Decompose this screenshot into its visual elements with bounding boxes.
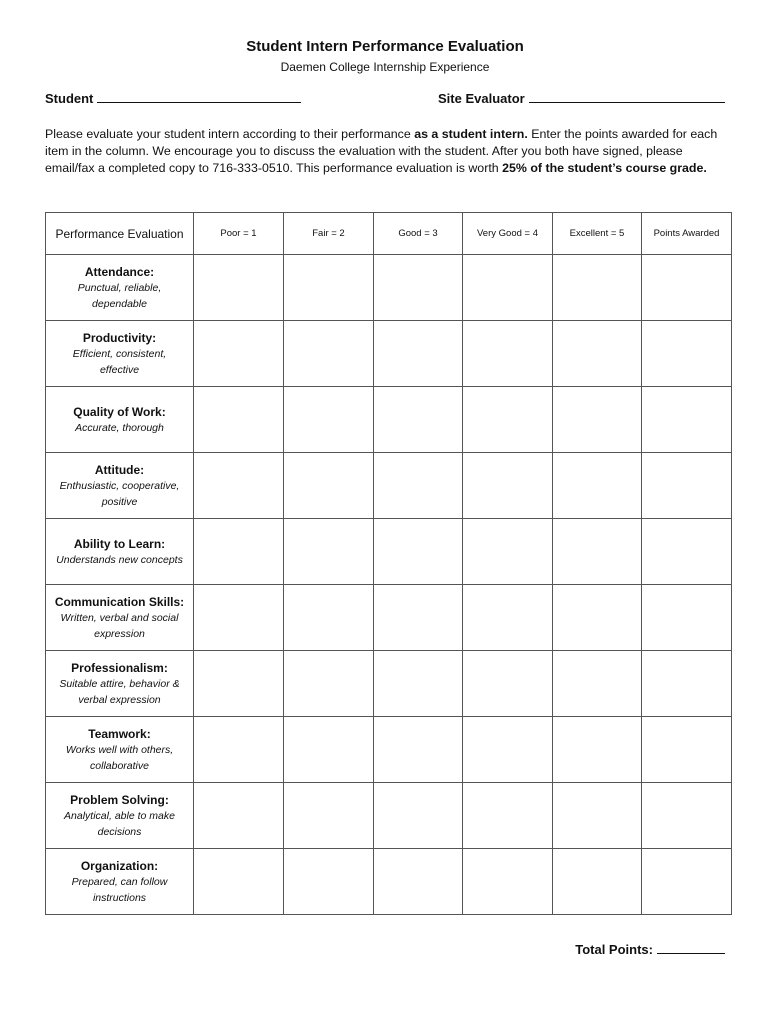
very-good-score-cell[interactable] <box>463 453 553 519</box>
criterion-cell <box>46 519 194 585</box>
good-score-cell[interactable] <box>374 519 463 585</box>
very-good-score-cell[interactable] <box>463 783 553 849</box>
poor-score-cell[interactable] <box>194 519 284 585</box>
table-row <box>46 783 732 849</box>
fair-score-cell[interactable] <box>284 321 374 387</box>
criterion-name: Teamwork: <box>88 726 151 741</box>
criterion-description: Prepared, can follow instructions <box>71 875 168 904</box>
points-awarded-score-cell[interactable] <box>642 255 732 321</box>
excellent-score-cell[interactable] <box>553 651 642 717</box>
excellent-score-cell[interactable] <box>553 321 642 387</box>
criterion-name: Productivity: <box>82 330 157 345</box>
criterion-cell <box>46 321 194 387</box>
criterion-description: Enthusiastic, cooperative, positive <box>59 479 180 508</box>
criterion-cell <box>46 387 194 453</box>
instructions-text-2: Enter the points awarded for each item in the column. We encourage you to discuss the evaluation with the student. After you both have signed, please email/fax a completed copy to 716-333-0510. This performance evaluation is worth <box>45 127 718 175</box>
table-row <box>46 321 732 387</box>
good-score-cell[interactable] <box>374 849 463 915</box>
total-points <box>575 941 725 957</box>
table-row <box>46 651 732 717</box>
instructions-text-1: Please evaluate your student intern according to their performance <box>45 127 415 141</box>
excellent-score-cell[interactable] <box>553 849 642 915</box>
points-awarded-score-cell[interactable] <box>642 717 732 783</box>
very-good-score-cell[interactable] <box>463 717 553 783</box>
criterion-name: Attitude: <box>94 462 145 477</box>
excellent-score-cell[interactable] <box>553 519 642 585</box>
form-title: Student Intern Performance Evaluation <box>246 38 524 55</box>
instructions-paragraph <box>45 126 731 177</box>
poor-score-cell[interactable] <box>194 585 284 651</box>
header-excellent: Excellent = 5 <box>553 213 642 255</box>
points-awarded-score-cell[interactable] <box>642 651 732 717</box>
table-row <box>46 387 732 453</box>
header-poor: Poor = 1 <box>194 213 284 255</box>
evaluation-table <box>45 212 732 915</box>
poor-score-cell[interactable] <box>194 717 284 783</box>
poor-score-cell[interactable] <box>194 321 284 387</box>
table-row <box>46 255 732 321</box>
criterion-cell <box>46 849 194 915</box>
header-performance-evaluation: Performance Evaluation <box>46 213 194 255</box>
criterion-name: Professionalism: <box>71 660 168 675</box>
site-evaluator-label: Site Evaluator <box>438 91 525 106</box>
very-good-score-cell[interactable] <box>463 321 553 387</box>
instructions-bold-1: as a student intern. <box>414 127 528 141</box>
form-subtitle: Daemen College Internship Experience <box>280 60 490 74</box>
site-evaluator-field <box>438 90 725 106</box>
table-header-row <box>46 213 732 255</box>
criterion-description: Analytical, able to make decisions <box>64 809 175 838</box>
total-points-line[interactable] <box>657 941 725 954</box>
good-score-cell[interactable] <box>374 453 463 519</box>
excellent-score-cell[interactable] <box>553 453 642 519</box>
poor-score-cell[interactable] <box>194 651 284 717</box>
fair-score-cell[interactable] <box>284 651 374 717</box>
instructions-bold-2: 25% of the student’s course grade. <box>502 161 707 175</box>
excellent-score-cell[interactable] <box>553 717 642 783</box>
excellent-score-cell[interactable] <box>553 387 642 453</box>
fair-score-cell[interactable] <box>284 519 374 585</box>
points-awarded-score-cell[interactable] <box>642 849 732 915</box>
good-score-cell[interactable] <box>374 717 463 783</box>
table-row <box>46 453 732 519</box>
poor-score-cell[interactable] <box>194 387 284 453</box>
good-score-cell[interactable] <box>374 783 463 849</box>
criterion-description: Punctual, reliable, dependable <box>77 281 162 310</box>
poor-score-cell[interactable] <box>194 255 284 321</box>
good-score-cell[interactable] <box>374 255 463 321</box>
table-row <box>46 849 732 915</box>
fair-score-cell[interactable] <box>284 717 374 783</box>
criterion-description: Written, verbal and social expression <box>60 611 179 640</box>
fair-score-cell[interactable] <box>284 585 374 651</box>
criterion-cell <box>46 255 194 321</box>
poor-score-cell[interactable] <box>194 783 284 849</box>
criterion-description: Works well with others, collaborative <box>65 743 174 772</box>
good-score-cell[interactable] <box>374 387 463 453</box>
excellent-score-cell[interactable] <box>553 585 642 651</box>
criterion-name: Communication Skills: <box>54 594 185 609</box>
criterion-cell <box>46 453 194 519</box>
student-label: Student <box>45 91 94 106</box>
fair-score-cell[interactable] <box>284 783 374 849</box>
excellent-score-cell[interactable] <box>553 255 642 321</box>
fair-score-cell[interactable] <box>284 849 374 915</box>
very-good-score-cell[interactable] <box>463 651 553 717</box>
criterion-name: Attendance: <box>84 264 155 279</box>
criterion-cell <box>46 717 194 783</box>
points-awarded-score-cell[interactable] <box>642 387 732 453</box>
excellent-score-cell[interactable] <box>553 783 642 849</box>
header-very-good: Very Good = 4 <box>463 213 553 255</box>
good-score-cell[interactable] <box>374 585 463 651</box>
criterion-description: Suitable attire, behavior & verbal expression <box>59 677 180 706</box>
very-good-score-cell[interactable] <box>463 585 553 651</box>
total-points-label: Total Points: <box>575 942 653 957</box>
criterion-description: Efficient, consistent, effective <box>72 347 167 376</box>
criterion-cell <box>46 783 194 849</box>
very-good-score-cell[interactable] <box>463 387 553 453</box>
poor-score-cell[interactable] <box>194 849 284 915</box>
poor-score-cell[interactable] <box>194 453 284 519</box>
good-score-cell[interactable] <box>374 651 463 717</box>
points-awarded-score-cell[interactable] <box>642 321 732 387</box>
points-awarded-score-cell[interactable] <box>642 453 732 519</box>
criterion-name: Organization: <box>80 858 159 873</box>
site-evaluator-signature-line[interactable] <box>529 90 725 103</box>
very-good-score-cell[interactable] <box>463 519 553 585</box>
criterion-description: Understands new concepts <box>56 553 183 566</box>
points-awarded-score-cell[interactable] <box>642 585 732 651</box>
good-score-cell[interactable] <box>374 321 463 387</box>
student-signature-line[interactable] <box>97 90 301 103</box>
student-field <box>45 90 301 106</box>
criterion-name: Quality of Work: <box>73 404 166 419</box>
table-row <box>46 519 732 585</box>
header-fair: Fair = 2 <box>284 213 374 255</box>
criterion-description: Accurate, thorough <box>75 421 164 434</box>
fair-score-cell[interactable] <box>284 255 374 321</box>
very-good-score-cell[interactable] <box>463 849 553 915</box>
criterion-cell <box>46 585 194 651</box>
points-awarded-score-cell[interactable] <box>642 519 732 585</box>
header-points-awarded: Points Awarded <box>642 213 732 255</box>
points-awarded-score-cell[interactable] <box>642 783 732 849</box>
very-good-score-cell[interactable] <box>463 255 553 321</box>
table-row <box>46 585 732 651</box>
criterion-cell <box>46 651 194 717</box>
header-good: Good = 3 <box>374 213 463 255</box>
fair-score-cell[interactable] <box>284 387 374 453</box>
table-row <box>46 717 732 783</box>
fair-score-cell[interactable] <box>284 453 374 519</box>
criterion-name: Problem Solving: <box>70 792 169 807</box>
criterion-name: Ability to Learn: <box>73 536 166 551</box>
